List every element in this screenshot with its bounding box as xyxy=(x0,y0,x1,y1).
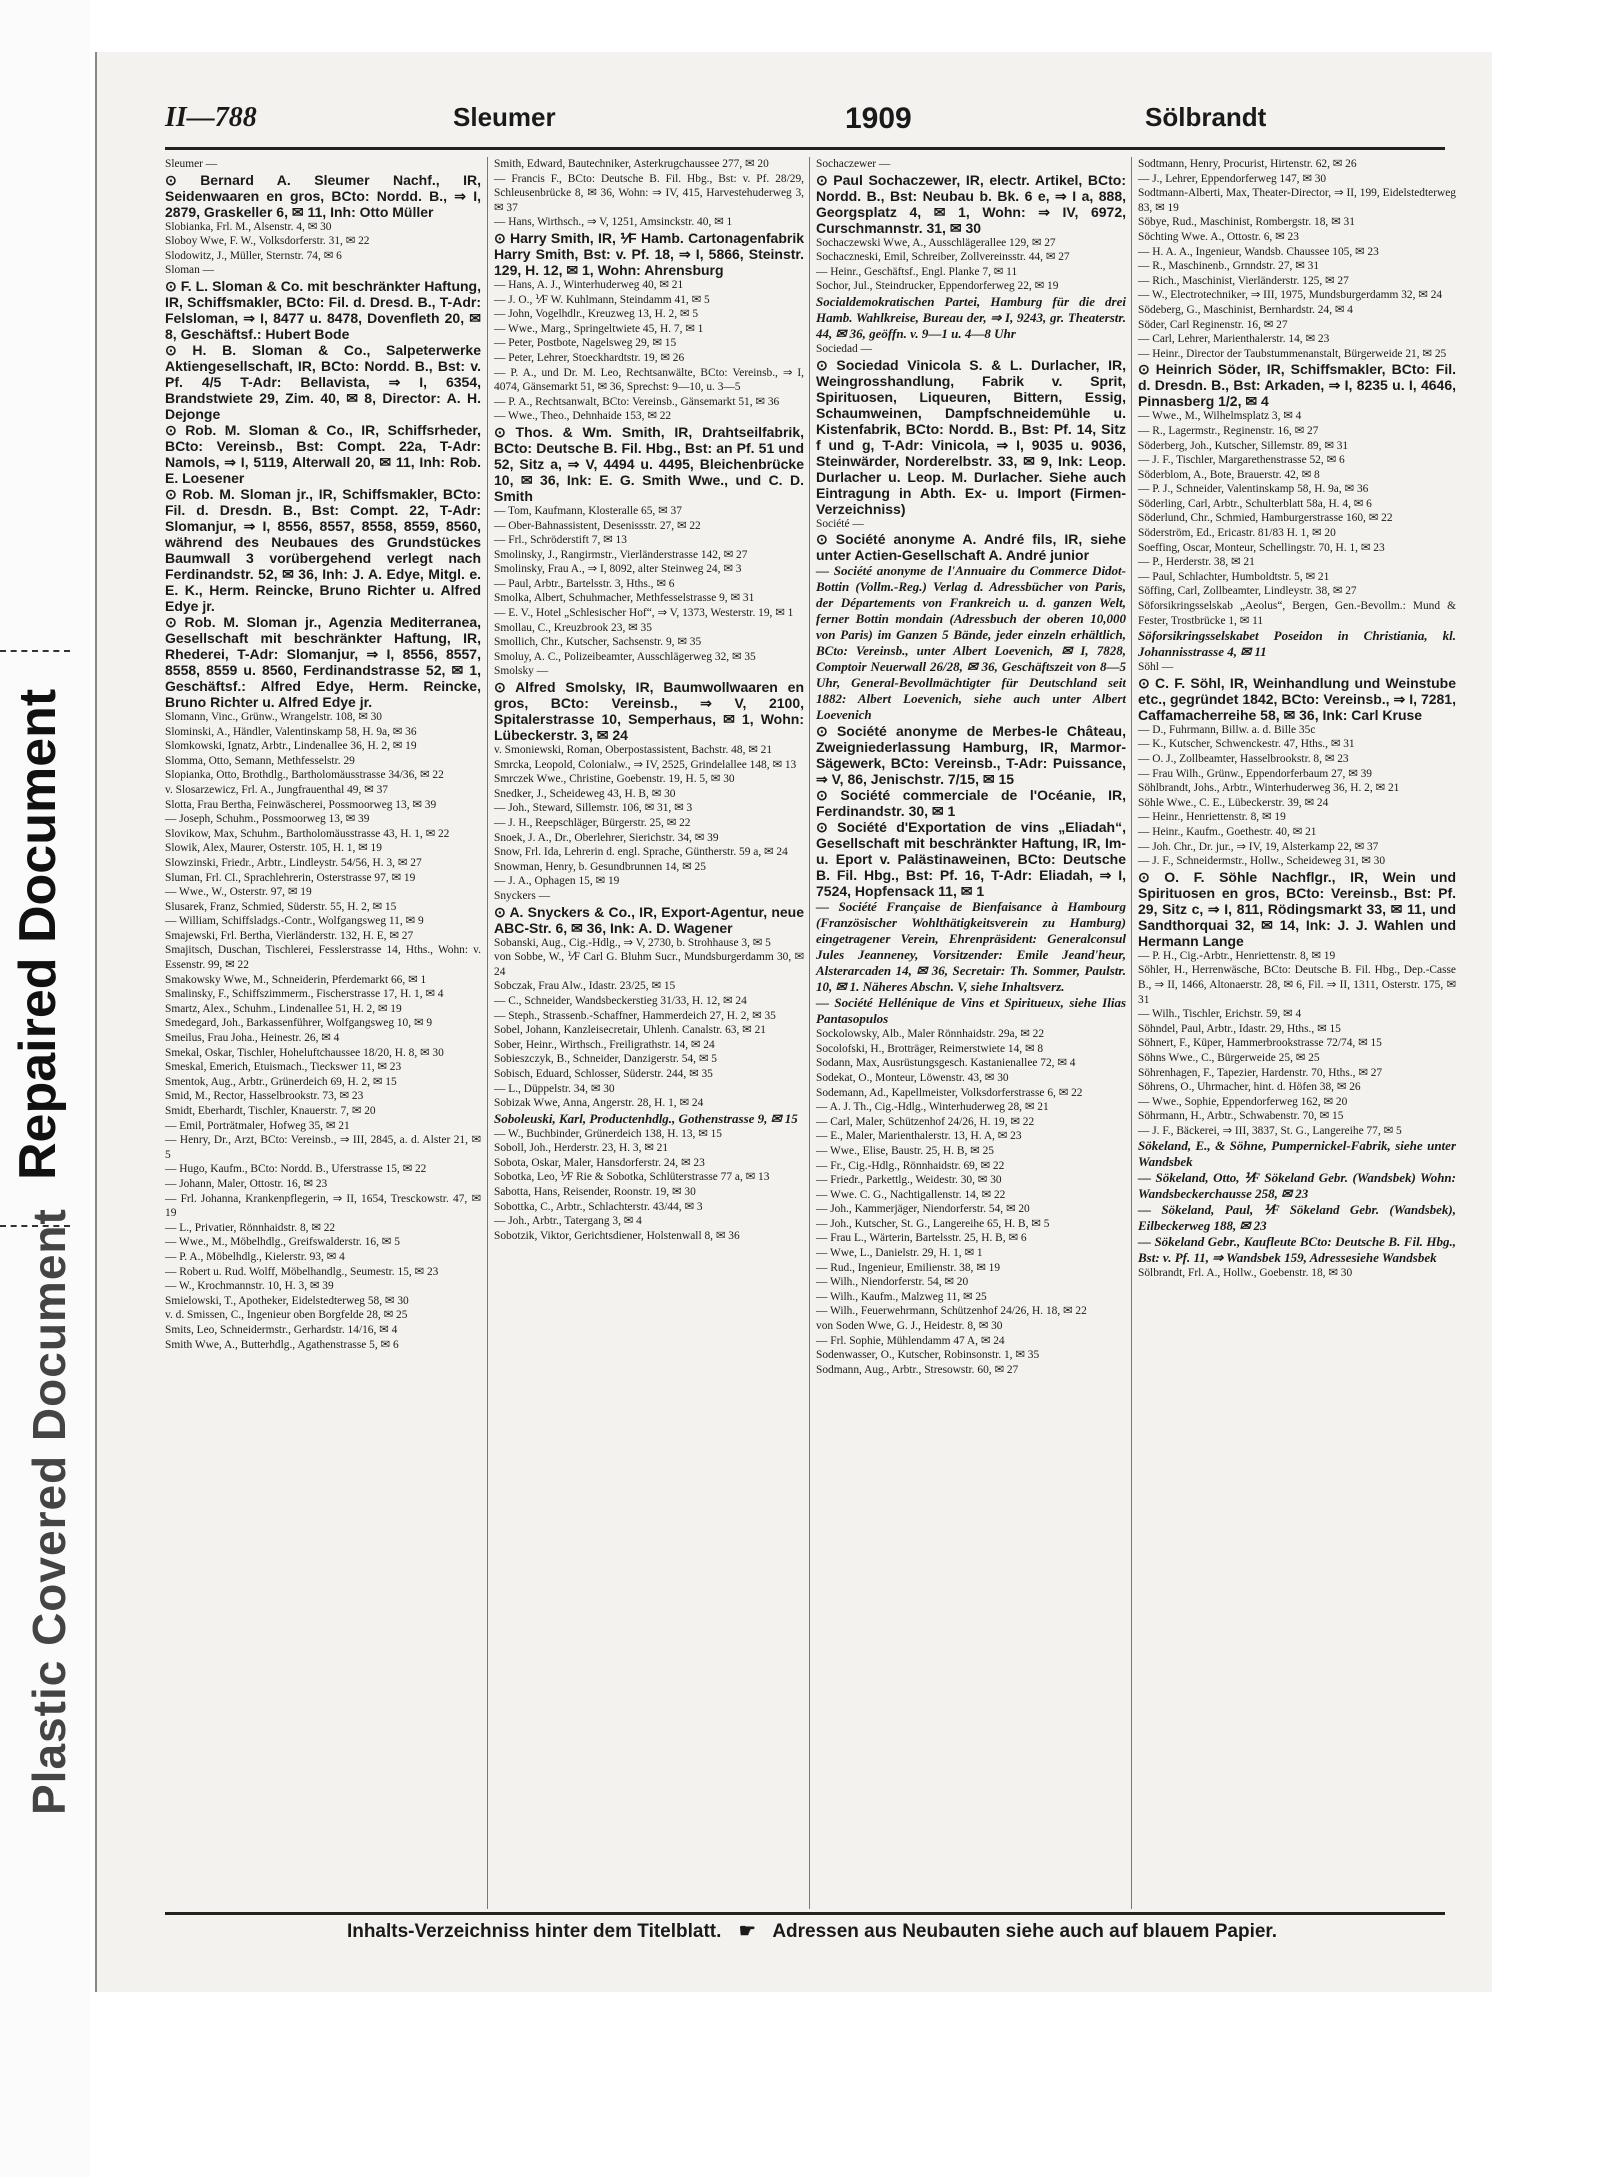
directory-entry: ⊙ Sociedad Vinicola S. & L. Durlacher, IR, Weingrosshandlung, Fabrik v. Sprit, Spirituosen, Liqueuren, Bittern, Essig, Schaumweinen, Dampfschneidemühle u. Kistenfabrik, BCto: Nordd. B., Bst: Pf. 14, Sitz f und g, T-Adr: Vinicola, ⇒ I, 9035 u. 9036, Steinwärder, Norderelbstr. 33, ✉ 9, Ink: Leop. Durlacher u. Leop. M. Durlacher. Siehe auch Eintragung in Abth. Ex- u. Import (Firmen-Verzeichniss) xyxy=(816,356,1126,517)
binding-label-outer: Plastic Covered Document xyxy=(23,1208,75,1815)
directory-entry: — Heinr., Geschäftsf., Engl. Planke 7, ✉ 11 xyxy=(816,265,1018,278)
directory-entry: Sobel, Johann, Kanzleisecretair, Uhlenh. Canalstr. 63, ✉ 21 xyxy=(494,1024,766,1037)
directory-entry: Slowik, Alex, Maurer, Osterstr. 105, H. 1, ✉ 19 xyxy=(165,842,382,855)
directory-entry: Smith, Edward, Bautechniker, Asterkrugchaussee 277, ✉ 20 xyxy=(494,158,769,170)
directory-entry: Smollau, C., Kreuzbrook 23, ✉ 35 xyxy=(494,621,652,634)
binding-margin xyxy=(0,0,90,2177)
directory-entry: Smeilus, Frau Joha., Heinestr. 26, ✉ 4 xyxy=(165,1032,340,1045)
directory-entry: Smajewski, Frl. Bertha, Vierländerstr. 132, H. E, ✉ 27 xyxy=(165,929,414,942)
directory-entry: — Wwe., M., Wilhelmsplatz 3, ✉ 4 xyxy=(1138,410,1302,423)
directory-entry: — K., Kutscher, Schwenckestr. 47, Hths., ✉ 31 xyxy=(1138,738,1355,751)
directory-entry: Snowman, Henry, b. Gesundbrunnen 14, ✉ 25 xyxy=(494,860,706,873)
directory-entry: Sodemann, Ad., Kapellmeister, Volksdorferstrasse 6, ✉ 22 xyxy=(816,1086,1083,1099)
directory-entry: — J. F., Schneidermstr., Hollw., Scheideweg 31, ✉ 30 xyxy=(1138,855,1386,868)
directory-entry: Söhlbrandt, Johs., Arbtr., Winterhuderweg 36, H. 2, ✉ 21 xyxy=(1138,782,1400,795)
directory-entry: Sochaczewski Wwe, A., Ausschlägerallee 129, ✉ 27 xyxy=(816,236,1056,249)
binding-dash xyxy=(0,650,70,652)
directory-entry: Smedegard, Joh., Barkassenführer, Wolfgangsweg 10, ✉ 9 xyxy=(165,1017,433,1030)
directory-entry: — Joh., Kammerjäger, Niendorferstr. 54, ✉ 20 xyxy=(816,1203,1030,1216)
directory-entry: Smits, Leo, Schneidermstr., Gerhardstr. 14/16, ✉ 4 xyxy=(165,1323,398,1336)
directory-entry: ⊙ Heinrich Söder, IR, Schiffsmakler, BCto: Fil. d. Dresdn. B., Bst: Arkaden, ⇒ I, 8235 u. I, 4646, Pinnasberg 1/2, ✉ 4 xyxy=(1138,361,1456,410)
running-head-right: Sölbrandt xyxy=(1145,102,1267,132)
binding-dash xyxy=(0,1225,70,1227)
column-1 xyxy=(165,157,481,1909)
directory-entry: Sobisch, Eduard, Schlosser, Süderstr. 244, ✉ 35 xyxy=(494,1067,713,1080)
directory-entry: — Wwe., Elise, Baustr. 25, H. B, ✉ 25 xyxy=(816,1144,994,1157)
directory-entry: — Paul, Schlachter, Humboldtstr. 5, ✉ 21 xyxy=(1138,570,1330,583)
directory-entry: Sochor, Jul., Steindrucker, Eppendorferweg 22, ✉ 19 xyxy=(816,280,1059,293)
directory-entry: Sloboy Wwe, F. W., Volksdorferstr. 31, ✉ 22 xyxy=(165,235,370,248)
directory-entry: Sabotta, Hans, Reisender, Roonstr. 19, ✉ 30 xyxy=(494,1186,696,1199)
directory-entry: — Sökeland, Paul, ⅟F Sökeland Gebr. (Wandsbek), Eilbeckerweg 188, ✉ 23 xyxy=(1138,1202,1456,1234)
directory-entry: — P. A., und Dr. M. Leo, Rechtsanwälte, BCto: Vereinsb., ⇒ I, 4074, Gänsemarkt 51, ✉ 36, Sprechst: 9—10, u. 3—5 xyxy=(494,366,804,394)
directory-entry: Slodowitz, J., Müller, Sternstr. 74, ✉ 6 xyxy=(165,249,342,262)
directory-entry: ⊙ Société commerciale de l'Océanie, IR, Ferdinandstr. 30, ✉ 1 xyxy=(816,787,1126,820)
directory-entry: — Tom, Kaufmann, Klosteralle 65, ✉ 37 xyxy=(494,504,682,517)
directory-entry: ⊙ H. B. Sloman & Co., Salpeterwerke Aktiengesellschaft, IR, BCto: Nordd. B., Bst: v. Pf. 4/5 T-Adr: Bellavista, ⇒ I, 6354, Brandstwiete 29, Zim. 40, ✉ 8, Director: A. H. Dejonge xyxy=(165,341,481,422)
directory-entry: Smolinsky, J., Rangirmstr., Vierländerstrasse 142, ✉ 27 xyxy=(494,548,748,561)
directory-entry: Sluman, Frl. Cl., Sprachlehrerin, Osterstrasse 97, ✉ 19 xyxy=(165,871,416,884)
directory-entry: — Société anonyme de l'Annuaire du Commerce Didot-Bottin (Vollm.-Reg.) Verlag d. Adressbücher von Paris, der Départements von Frankreich u. d. ganzen Welt, ferner Bottin mondain (Adressbuch der oberen 10,000 von Paris) im Ganzen 5 Bände, jeder einzeln erhältlich, BCto: Vereinsb., unter Albert Loevenich, ✉ I, 7828, Comptoir Neuerwall 26/28, ✉ 36, Geschäftszeit von 8—5 Uhr, General-Bevollmächtigter für Deutschland seit 1882: Albert Loevenich, siehe auch unter Albert Loevenich xyxy=(816,563,1126,723)
directory-entry: Sodtmann, Henry, Procurist, Hirtenstr. 62, ✉ 26 xyxy=(1138,158,1357,170)
directory-entry: — Wwe, L., Danielstr. 29, H. 1, ✉ 1 xyxy=(816,1247,983,1260)
directory-entry: — Joh., Steward, Sillemstr. 106, ✉ 31, ✉ 3 xyxy=(494,802,693,815)
directory-entry: — R., Maschinenb., Grnndstr. 27, ✉ 31 xyxy=(1138,260,1320,273)
directory-entry: — Hans, A. J., Winterhuderweg 40, ✉ 21 xyxy=(494,278,684,291)
directory-entry: von Soden Wwe, G. J., Heidestr. 8, ✉ 30 xyxy=(816,1320,1003,1333)
directory-entry: — Wwe., Marg., Springeltwiete 45, H. 7, ✉ 1 xyxy=(494,322,704,335)
year: 1909 xyxy=(845,102,912,135)
directory-entry: — A. J. Th., Cig.-Hdlg., Winterhuderweg 28, ✉ 21 xyxy=(816,1101,1049,1114)
directory-entry: Söffing, Carl, Zollbeamter, Lindleystr. 38, ✉ 27 xyxy=(1138,585,1357,598)
directory-entry: — D., Fuhrmann, Billw. a. d. Bille 35c xyxy=(1138,723,1316,736)
directory-entry: — L., Privatier, Rönnhaidstr. 8, ✉ 22 xyxy=(165,1221,336,1234)
directory-entry: — Fr., Cig.-Hdlg., Rönnhaidstr. 69, ✉ 22 xyxy=(816,1159,1005,1172)
directory-entry: Söforsikringsselskabet Poseidon in Christiania, kl. Johannisstrasse 4, ✉ 11 xyxy=(1138,628,1456,660)
directory-entry: Sodtmann-Alberti, Max, Theater-Director, ⇒ II, 199, Eidelstedterweg 83, ✉ 19 xyxy=(1138,187,1456,214)
directory-entry: ⊙ Bernard A. Sleumer Nachf., IR, Seidenwaaren en gros, BCto: Nordd. B., ⇒ I, 2879, Graskeller 6, ✉ 11, Inh: Otto Müller xyxy=(165,171,481,220)
directory-entry: ⊙ Rob. M. Sloman jr., Agenzia Mediterranea, Gesellschaft mit beschränkter Haftung, IR, Rhederei, T-Adr: Slomanjur, ⇒ I, 8556, 8557, 8558, 8559 u. 8560, Ferdinandstrasse 52, ✉ 1, Geschäftsf.: Alfred Edye, Herm. Reincke, Bruno Richter u. Alfred Edye jr. xyxy=(165,613,481,710)
directory-entry: Smalinsky, F., Schiffszimmerm., Fischerstrasse 17, H. 1, ✉ 4 xyxy=(165,988,444,1001)
directory-entry: Söhrmann, H., Arbtr., Schwabenstr. 70, ✉ 15 xyxy=(1138,1110,1344,1123)
directory-entry: — Wwe., W., Osterstr. 97, ✉ 19 xyxy=(165,886,312,899)
directory-entry: Sökeland, E., & Söhne, Pumpernickel-Fabrik, siehe unter Wandsbek xyxy=(1138,1138,1456,1170)
directory-entry: — Robert u. Rud. Wolff, Möbelhandlg., Seumestr. 15, ✉ 23 xyxy=(165,1265,439,1278)
directory-entry: Sockolowsky, Alb., Maler Rönnhaidstr. 29a, ✉ 22 xyxy=(816,1028,1045,1041)
directory-entry: — Frau Wilh., Grünw., Eppendorferbaum 27, ✉ 39 xyxy=(1138,767,1373,780)
directory-entry: — W., Buchbinder, Grünerdeich 138, H. 13, ✉ 15 xyxy=(494,1127,723,1140)
directory-entry: — Wwe. C. G., Nachtigallenstr. 14, ✉ 22 xyxy=(816,1188,1006,1201)
directory-entry: — W., Electrotechniker, ⇒ III, 1975, Mundsburgerdamm 32, ✉ 24 xyxy=(1138,289,1443,302)
directory-entry: ⊙ F. L. Sloman & Co. mit beschränkter Haftung, IR, Schiffsmakler, BCto: Fil. d. Dresd. B., T-Adr: Felsloman, ⇒ I, 8477 u. 8478, Dovenfleth 20, ✉ 8, Geschäftsf.: Hubert Bode xyxy=(165,277,481,342)
directory-entry: Slomkowski, Ignatz, Arbtr., Lindenallee 36, H. 2, ✉ 19 xyxy=(165,740,417,753)
directory-entry: Sobotka, Leo, ⅟F Rie & Sobotka, Schlüterstrasse 77 a, ✉ 13 xyxy=(494,1171,770,1184)
directory-entry: — Hans, Wirthsch., ⇒ V, 1251, Amsinckstr. 40, ✉ 1 xyxy=(494,216,733,229)
directory-entry: — Steph., Strassenb.-Schaffner, Hammerdeich 27, H. 2, ✉ 35 xyxy=(494,1009,776,1022)
page-number: II—788 xyxy=(165,102,257,133)
directory-entry: Smidt, Eberhardt, Tischler, Knauerstr. 7, ✉ 20 xyxy=(165,1105,376,1117)
column-3 xyxy=(809,157,1126,1909)
directory-entry: — E., Maler, Marienthalerstr. 13, H. A, ✉ 23 xyxy=(816,1130,1022,1143)
directory-entry: — Frl. Johanna, Krankenpflegerin, ⇒ II, 1654, Tresckowstr. 47, ✉ 19 xyxy=(165,1192,481,1220)
directory-entry: Söderling, Carl, Arbtr., Schulterblatt 58a, H. 4, ✉ 6 xyxy=(1138,497,1372,510)
directory-entry: — Peter, Lehrer, Stoeckhardtstr. 19, ✉ 26 xyxy=(494,351,685,364)
directory-entry: Söderlund, Chr., Schmied, Hamburgerstrasse 160, ✉ 22 xyxy=(1138,512,1393,525)
directory-entry: — Hugo, Kaufm., BCto: Nordd. B., Uferstrasse 15, ✉ 22 xyxy=(165,1163,427,1176)
header-rule xyxy=(165,147,1445,150)
directory-entry: Söhnert, F., Küper, Hammerbrookstrasse 72/74, ✉ 15 xyxy=(1138,1037,1382,1050)
directory-entry: v. Slosarzewicz, Frl. A., Jungfrauenthal 49, ✉ 37 xyxy=(165,783,388,796)
directory-entry: — J. H., Reepschläger, Bürgerstr. 25, ✉ 22 xyxy=(494,817,691,829)
directory-entry: — O. J., Zollbeamter, Hasselbrookstr. 8, ✉ 23 xyxy=(1138,753,1349,765)
directory-entry: Smid, M., Rector, Hasselbrookstr. 73, ✉ 23 xyxy=(165,1090,364,1103)
column-2 xyxy=(487,157,804,1909)
directory-entry: Slovikow, Max, Schuhm., Bartholomäusstrasse 43, H. 1, ✉ 22 xyxy=(165,827,450,840)
directory-entry: Söderström, Ed., Ericastr. 81/83 H. 1, ✉ 20 xyxy=(1138,527,1336,540)
directory-entry: Socolofski, H., Brotträger, Reimerstwiete 14, ✉ 8 xyxy=(816,1042,1044,1055)
directory-entry: — Ober-Bahnassistent, Desenissstr. 27, ✉ 22 xyxy=(494,519,701,532)
directory-entry: — Frl. Sophie, Mühlendamm 47 A, ✉ 24 xyxy=(816,1334,1005,1347)
directory-entry: Sober, Heinr., Wirthsch., Freiligrathstr. 14, ✉ 24 xyxy=(494,1038,715,1051)
directory-entry: Sölbrandt, Frl. A., Hollw., Goebenstr. 18, ✉ 30 xyxy=(1138,1267,1353,1280)
directory-entry: Sobotzik, Viktor, Gerichtsdiener, Holstenwall 8, ✉ 36 xyxy=(494,1229,740,1242)
page-footer xyxy=(167,1920,1457,1943)
directory-entry: — Heinr., Henriettenstr. 8, ✉ 19 xyxy=(1138,811,1286,824)
directory-entry: — Joh., Kutscher, St. G., Langereihe 65, H. B, ✉ 5 xyxy=(816,1217,1050,1230)
directory-entry: Sodekat, O., Monteur, Löwenstr. 43, ✉ 30 xyxy=(816,1071,1009,1084)
directory-entry: — Carl, Maler, Schützenhof 24/26, H. 19, ✉ 22 xyxy=(816,1115,1035,1128)
directory-entry: Sloman — xyxy=(165,264,215,277)
directory-entry: — Wwe., Sophie, Eppendorferweg 162, ✉ 20 xyxy=(1138,1095,1348,1108)
running-head-left: Sleumer xyxy=(453,102,556,132)
directory-entry: — Wilh., Niendorferstr. 54, ✉ 20 xyxy=(816,1276,969,1289)
directory-entry: — Heinr., Director der Taubstummenanstalt, Bürgerweide 21, ✉ 25 xyxy=(1138,347,1447,360)
directory-columns xyxy=(165,157,1455,1909)
column-4 xyxy=(1131,157,1456,1909)
directory-entry: — Johann, Maler, Ottostr. 16, ✉ 23 xyxy=(165,1177,328,1190)
directory-entry: Smrczek Wwe., Christine, Goebenstr. 19, H. 5, ✉ 30 xyxy=(494,773,735,786)
directory-entry: — J. A., Ophagen 15, ✉ 19 xyxy=(494,875,620,888)
directory-entry: Soeffing, Oscar, Monteur, Schellingstr. 70, H. 1, ✉ 23 xyxy=(1138,541,1385,554)
directory-entry: — L., Düppelstr. 34, ✉ 30 xyxy=(494,1082,615,1095)
directory-entry: Sociedad — xyxy=(816,342,872,355)
directory-entry: Smakowsky Wwe, M., Schneiderin, Pferdemarkt 66, ✉ 1 xyxy=(165,973,427,986)
directory-entry: — Rud., Ingenieur, Emilienstr. 38, ✉ 19 xyxy=(816,1261,1001,1274)
directory-entry: Söder, Carl Reginenstr. 16, ✉ 27 xyxy=(1138,318,1288,331)
directory-entry: ⊙ A. Snyckers & Co., IR, Export-Agentur, neue ABC-Str. 6, ✉ 36, Ink: A. D. Wagener xyxy=(494,903,804,936)
directory-entry: ⊙ Société d'Exportation de vins „Eliadah“, Gesellschaft mit beschränkter Haftung, IR, Im- u. Eport v. Palästinaweinen, BCto: Deutsche B. Fil. Hbg., Bst: Pf. 16, T-Adr: Eliadah, ⇒ I, 7524, Hopfensack 11, ✉ 1 xyxy=(816,819,1126,900)
directory-entry: ⊙ Rob. M. Sloman jr., IR, Schiffsmakler, BCto: Fil. d. Dresdn. B., Bst: Compt. 22, T-Adr: Slomanjur, ⇒ I, 8556, 8557, 8558, 8559, 8560, während des Neubaues des Grundstückes Baumwall 3 vorübergehend verlegt nach Ferdinandstr. 52, ✉ 36, Inh: J. A. Edye, Mitgl. e. E. K., Herm. Reincke, Bruno Richter u. Alfred Edye jr. xyxy=(165,485,481,614)
directory-entry: Slomann, Vinc., Grünw., Wrangelstr. 108, ✉ 30 xyxy=(165,710,382,723)
directory-entry: Söhle Wwe., C. E., Lübeckerstr. 39, ✉ 24 xyxy=(1138,796,1329,809)
directory-entry: — John, Vogelhdlr., Kreuzweg 13, H. 2, ✉ 5 xyxy=(494,308,699,321)
directory-entry: v. d. Smissen, C., Ingenieur oben Borgfelde 28, ✉ 25 xyxy=(165,1309,408,1322)
directory-entry: Slusarek, Franz, Schmied, Süderstr. 55, H. 2, ✉ 15 xyxy=(165,900,397,913)
directory-entry: — P. J., Schneider, Valentinskamp 58, H. 9a, ✉ 36 xyxy=(1138,483,1369,496)
directory-entry: Soboleuski, Karl, Productenhdlg., Gothenstrasse 9, ✉ 15 xyxy=(494,1110,798,1126)
directory-page xyxy=(95,52,1492,1992)
directory-entry: Sodmann, Aug., Arbtr., Stresowstr. 60, ✉ 27 xyxy=(816,1363,1019,1376)
directory-entry: Sodenwasser, O., Kutscher, Robinsonstr. 1, ✉ 35 xyxy=(816,1349,1040,1362)
directory-entry: Söbye, Rud., Maschinist, Rombergstr. 18, ✉ 31 xyxy=(1138,216,1355,229)
directory-entry: — Francis F., BCto: Deutsche B. Fil. Hbg., Bst: v. Pf. 28/29, Schleusenbrücke 8, ✉ 36, Wohn: ⇒ IV, 415, Harvestehuderweg 3, ✉ 37 xyxy=(494,172,804,214)
directory-entry: — Paul, Arbtr., Bartelsstr. 3, Hths., ✉ 6 xyxy=(494,577,675,590)
binding-label-inner: Repaired Document xyxy=(9,688,67,1180)
directory-entry: Söhndel, Paul, Arbtr., Idastr. 29, Hths., ✉ 15 xyxy=(1138,1022,1341,1035)
directory-entry: Smartz, Alex., Schuhm., Lindenallee 51, H. 2, ✉ 19 xyxy=(165,1002,402,1015)
directory-entry: — J. F., Bäckerei, ⇒ III, 3837, St. G., Langereihe 77, ✉ 5 xyxy=(1138,1124,1402,1137)
footer-rule xyxy=(165,1912,1445,1915)
directory-entry: — Peter, Postbote, Nagelsweg 29, ✉ 15 xyxy=(494,337,677,350)
directory-entry: — P. H., Cig.-Arbtr., Henriettenstr. 8, ✉ 19 xyxy=(1138,949,1336,962)
directory-entry: Söhrens, O., Uhrmacher, hint. d. Höfen 38, ✉ 26 xyxy=(1138,1081,1361,1094)
directory-entry: Slopianka, Otto, Brothdlg., Bartholomäusstrasse 34/36, ✉ 22 xyxy=(165,769,444,782)
directory-entry: — Société Française de Bienfaisance à Hambourg (Französischer Wohlthätigkeitsverein zu Hamburg) eingetragener Verein, Ehrenpräsident: Generalconsul Jules Jeanneney, Vorsitzender: Emile Jeand'heur, Alsterarcaden 14, ✉ 36, Secretair: Th. Sommer, Paulstr. 10, ✉ 1. Näheres Abschn. V, siehe Inhaltsverz. xyxy=(816,899,1126,995)
directory-entry: Sochaczneski, Emil, Schreiber, Zollvereinsstr. 44, ✉ 27 xyxy=(816,251,1070,264)
directory-entry: — William, Schiffsladgs.-Contr., Wolfgangsweg 11, ✉ 9 xyxy=(165,915,424,928)
directory-entry: — Frl., Schröderstift 7, ✉ 13 xyxy=(494,534,627,547)
directory-entry: Södeberg, G., Maschinist, Bernhardstr. 24, ✉ 4 xyxy=(1138,303,1353,316)
directory-entry: ⊙ Alfred Smolsky, IR, Baumwollwaaren en gros, BCto: Vereinsb., ⇒ V, 2100, Spitalerstrasse 10, Semperhaus, ✉ 1, Wohn: Lübeckerstr. 3, ✉ 24 xyxy=(494,679,804,744)
directory-entry: — J. F., Tischler, Margarethenstrasse 52, ✉ 6 xyxy=(1138,454,1345,467)
directory-entry: — Sökeland, Otto, ⅟F Sökeland Gebr. (Wandsbek) Wohn: Wandsbeckerchausse 258, ✉ 23 xyxy=(1138,1170,1456,1202)
directory-entry: Smrcka, Leopold, Colonialw., ⇒ IV, 2525, Grindelallee 148, ✉ 13 xyxy=(494,758,797,771)
directory-entry: Smeskal, Emerich, Etuismach., Tieckswег 11, ✉ 23 xyxy=(165,1061,402,1074)
directory-entry: — H. A. A., Ingenieur, Wandsb. Chaussee 105, ✉ 23 xyxy=(1138,245,1379,258)
directory-entry: — Friedr., Parkettlg., Weidestr. 30, ✉ 30 xyxy=(816,1174,1002,1187)
directory-entry: — Heinr., Kaufm., Goethestr. 40, ✉ 21 xyxy=(1138,825,1317,838)
directory-entry: Soboll, Joh., Herderstr. 23, H. 3, ✉ 21 xyxy=(494,1142,669,1155)
directory-entry: Sobieszczyk, B., Schneider, Danzigerstr. 54, ✉ 5 xyxy=(494,1053,717,1066)
footer-left-text: Inhalts-Verzeichniss hinter dem Titelblatt. xyxy=(346,1921,722,1942)
directory-entry: Smolka, Albert, Schuhmacher, Methfesselstrasse 9, ✉ 31 xyxy=(494,592,755,605)
page-header xyxy=(165,102,1485,142)
directory-entry: Söforsikringsselskab „Aeolus“, Bergen, Gen.-Bevollm.: Mund & Fester, Trostbrücke 1, ✉ 11 xyxy=(1138,600,1456,627)
directory-entry: — C., Schneider, Wandsbeckerstieg 31/33, H. 12, ✉ 24 xyxy=(494,994,747,1007)
directory-entry: Snow, Frl. Ida, Lehrerin d. engl. Sprache, Güntherstr. 59 a, ✉ 24 xyxy=(494,846,788,859)
directory-entry: — Wwe., Theo., Dehnhaide 153, ✉ 22 xyxy=(494,410,672,423)
directory-entry: — W., Krochmannstr. 10, H. 3, ✉ 39 xyxy=(165,1280,334,1293)
directory-entry: — J., Lehrer, Eppendorferweg 147, ✉ 30 xyxy=(1138,172,1327,185)
directory-entry: Smekal, Oskar, Tischler, Hoheluftchaussee 18/20, H. 8, ✉ 30 xyxy=(165,1046,444,1059)
directory-entry: Slominski, A., Händler, Valentinskamp 58, H. 9a, ✉ 36 xyxy=(165,725,417,738)
directory-entry: Smajitsch, Duschan, Tischlerei, Fesslerstrasse 14, Hths., Wohn: v. Essenstr. 99, ✉ 22 xyxy=(165,944,481,972)
directory-entry: Smielowski, T., Apotheker, Eidelstedterweg 58, ✉ 30 xyxy=(165,1294,409,1307)
directory-entry: — R., Lagermstr., Reginenstr. 16, ✉ 27 xyxy=(1138,424,1319,437)
directory-entry: Socialdemokratischen Partei, Hamburg für die drei Hamb. Wahlkreise, Bureau der, ⇒ I, 9243, gr. Theaterstr. 44, ✉ 36, geöffn. v. 9—1 u. 4—8 Uhr xyxy=(816,293,1126,341)
directory-entry: Sobota, Oskar, Maler, Hansdorferstr. 24, ✉ 23 xyxy=(494,1156,705,1169)
directory-entry: ⊙ Rob. M. Sloman & Co., IR, Schiffsrheder, BCto: Vereinsb., Bst: Compt. 22a, T-Adr: Namols, ⇒ I, 5119, Alterwall 20, ✉ 11, Inh: Rob. E. Loesener xyxy=(165,421,481,486)
directory-entry: ⊙ O. F. Söhle Nachflgr., IR, Wein und Spirituosen en gros, BCto: Vereinsb., Bst: Pf. 29, Sitz c, ⇒ I, 811, Rödingsmarkt 33, ✉ 11, und Sandthorquai 32, ✉ 14, Ink: J. J. Wahlen und Hermann Lange xyxy=(1138,868,1456,949)
directory-entry: Sobottka, C., Arbtr., Schlachterstr. 43/44, ✉ 3 xyxy=(494,1200,703,1213)
directory-entry: Société — xyxy=(816,517,864,530)
directory-entry: Smoluy, A. C., Polizeibeamter, Ausschlägerweg 32, ✉ 35 xyxy=(494,650,756,663)
directory-entry: — Wilh., Tischler, Erichstr. 59, ✉ 4 xyxy=(1138,1008,1302,1021)
directory-entry: Sochaczewer — xyxy=(816,158,891,170)
directory-entry: — P. A., Rechtsanwalt, BCto: Vereinsb., Gänsemarkt 51, ✉ 36 xyxy=(494,395,780,408)
directory-entry: — Joh., Arbtr., Tatergang 3, ✉ 4 xyxy=(494,1215,642,1228)
directory-entry: Snyckers — xyxy=(494,889,550,902)
directory-entry: — Frau L., Wärterin, Bartelsstr. 25, H. B, ✉ 6 xyxy=(816,1232,1027,1245)
directory-entry: Slomma, Otto, Semann, Methfesselstr. 29 xyxy=(165,754,355,767)
directory-entry: — Société Hellénique de Vins et Spiritueux, siehe Ilias Pantasopulos xyxy=(816,995,1126,1027)
directory-entry: Slowzinski, Friedr., Arbtr., Lindleystr. 54/56, H. 3, ✉ 27 xyxy=(165,856,422,869)
directory-entry: — Joseph, Schuhm., Possmoorweg 13, ✉ 39 xyxy=(165,813,370,826)
directory-entry: Söhler, H., Herrenwäsche, BCto: Deutsche B. Fil. Hbg., Dep.-Casse B., ⇒ II, 1466, Altonaerstr. 28, ✉ 6, Fil. ⇒ II, 1311, Osterstr. 175, ✉ 31 xyxy=(1138,964,1456,1006)
directory-entry: Sleumer — xyxy=(165,158,218,170)
directory-entry: — Henry, Dr., Arzt, BCto: Vereinsb., ⇒ III, 2845, a. d. Alster 21, ✉ 5 xyxy=(165,1134,481,1161)
directory-entry: Söhrenhagen, F., Tapezier, Hardenstr. 70, Hths., ✉ 27 xyxy=(1138,1066,1383,1079)
directory-entry: Smolsky — xyxy=(494,665,549,678)
directory-entry: Smollich, Chr., Kutscher, Sachsenstr. 9, ✉ 35 xyxy=(494,636,702,649)
directory-entry: ⊙ Harry Smith, IR, ⅟F Hamb. Cartonagenfabrik Harry Smith, Bst: v. Pf. 18, ⇒ I, 5866, Steinstr. 129, H. 12, ✉ 1, Wohn: Ahrensburg xyxy=(494,229,804,278)
directory-entry: Söderberg, Joh., Kutscher, Sillemstr. 89, ✉ 31 xyxy=(1138,439,1349,452)
pointing-hand-icon: ☛ xyxy=(738,1921,756,1942)
directory-entry: — Joh. Chr., Dr. jur., ⇒ IV, 19, Alsterkamp 22, ✉ 37 xyxy=(1138,840,1379,853)
directory-entry: Smentok, Aug., Arbtr., Grünerdeich 69, H. 2, ✉ 15 xyxy=(165,1075,397,1088)
directory-entry: — P., Herderstr. 38, ✉ 21 xyxy=(1138,556,1255,569)
directory-entry: ⊙ Paul Sochaczewer, IR, electr. Artikel, BCto: Nordd. B., Bst: Neubau b. Bk. 6 e, ⇒ I a, 888, Georgsplatz 4, ✉ 1, Wohn: ⇒ IV, 6972, Curschmannstr. 31, ✉ 30 xyxy=(816,171,1126,236)
directory-entry: Söhl — xyxy=(1138,661,1174,674)
directory-entry: Sobczak, Frau Alw., Idastr. 23/25, ✉ 15 xyxy=(494,980,676,993)
directory-entry: — Emil, Porträtmaler, Hofweg 35, ✉ 21 xyxy=(165,1119,350,1132)
directory-entry: ⊙ Société anonyme de Merbes-le Château, Zweigniederlassung Hamburg, IR, Marmor-Sägewerk, BCto: Vereinsb., T-Adr: Puissance, ⇒ V, 86, Jenischstr. 7/15, ✉ 15 xyxy=(816,723,1126,788)
directory-entry: Smith Wwe, A., Butterhdlg., Agathenstrasse 5, ✉ 6 xyxy=(165,1338,399,1351)
directory-entry: — P. A., Möbelhdlg., Kielerstr. 93, ✉ 4 xyxy=(165,1250,345,1263)
directory-entry: — Sökeland Gebr., Kaufleute BCto: Deutsche B. Fil. Hbg., Bst: v. Pf. 11, ⇒ Wandsbek 159, Adressesiehe Wandsbek xyxy=(1138,1234,1456,1266)
directory-entry: ⊙ Société anonyme A. André fils, IR, siehe unter Actien-Gesellschaft A. André junior xyxy=(816,531,1126,564)
directory-entry: Slobianka, Frl. M., Alsenstr. 4, ✉ 30 xyxy=(165,220,332,233)
directory-entry: Söchting Wwe. A., Ottostr. 6, ✉ 23 xyxy=(1138,230,1299,243)
directory-entry: Sobizak Wwe, Anna, Angerstr. 28, H. 1, ✉ 24 xyxy=(494,1097,704,1110)
directory-entry: — Carl, Lehrer, Marienthalerstr. 14, ✉ 23 xyxy=(1138,333,1330,346)
directory-entry: ⊙ C. F. Söhl, IR, Weinhandlung und Weinstube etc., gegründet 1842, BCto: Vereinsb., ⇒ I, 7281, Caffamacherreihe 58, ✉ 36, Ink: Carl Kruse xyxy=(1138,674,1456,723)
directory-entry: Snedker, J., Scheideweg 43, H. B, ✉ 30 xyxy=(494,787,676,800)
directory-entry: — Wilh., Feuerwehrmann, Schützenhof 24/26, H. 18, ✉ 22 xyxy=(816,1305,1087,1318)
directory-entry: Slotta, Frau Bertha, Feinwäscherei, Possmoorweg 13, ✉ 39 xyxy=(165,798,437,811)
directory-entry: von Sobbe, W., ⅟F Carl G. Bluhm Sucr., Mundsburgerdamm 30, ✉ 24 xyxy=(494,951,804,978)
directory-entry: — Wilh., Kaufm., Malzweg 11, ✉ 25 xyxy=(816,1290,987,1303)
directory-entry: v. Smoniewski, Roman, Oberpostassistent, Bachstr. 48, ✉ 21 xyxy=(494,744,773,757)
directory-entry: ⊙ Thos. & Wm. Smith, IR, Drahtseilfabrik, BCto: Deutsche B. Fil. Hbg., Bst: an Pf. 51 und 52, Sitz a, ⇒ V, 4494 u. 4495, Bleichenbrücke 10, ✉ 36, Ink: E. G. Smith Wwe., und C. D. Smith xyxy=(494,423,804,504)
directory-entry: — J. O., ⅟F W. Kuhlmann, Steindamm 41, ✉ 5 xyxy=(494,293,710,306)
directory-entry: — Wwe., M., Möbelhdlg., Greifswalderstr. 16, ✉ 5 xyxy=(165,1236,400,1249)
directory-entry: Snoek, J. A., Dr., Oberlehrer, Sierichstr. 34, ✉ 39 xyxy=(494,831,719,844)
directory-entry: Söhns Wwe., C., Bürgerweide 25, ✉ 25 xyxy=(1138,1051,1320,1064)
directory-entry: — Rich., Maschinist, Vierländerstr. 125, ✉ 27 xyxy=(1138,274,1349,287)
directory-entry: Söderblom, A., Bote, Brauerstr. 42, ✉ 8 xyxy=(1138,468,1320,481)
footer-right-text: Adressen aus Neubauten siehe auch auf blauem Papier. xyxy=(772,1921,1278,1942)
directory-entry: Sobanski, Aug., Cig.-Hdlg., ⇒ V, 2730, b. Strohhause 3, ✉ 5 xyxy=(494,936,771,949)
directory-entry: — E. V., Hotel „Schlesischer Hof“, ⇒ V, 1373, Westerstr. 19, ✉ 1 xyxy=(494,607,794,620)
directory-entry: Sodann, Max, Ausrüstungsgesch. Kastanienallee 72, ✉ 4 xyxy=(816,1057,1076,1070)
directory-entry: Smolinsky, Frau A., ⇒ I, 8092, alter Steinweg 24, ✉ 3 xyxy=(494,563,742,576)
